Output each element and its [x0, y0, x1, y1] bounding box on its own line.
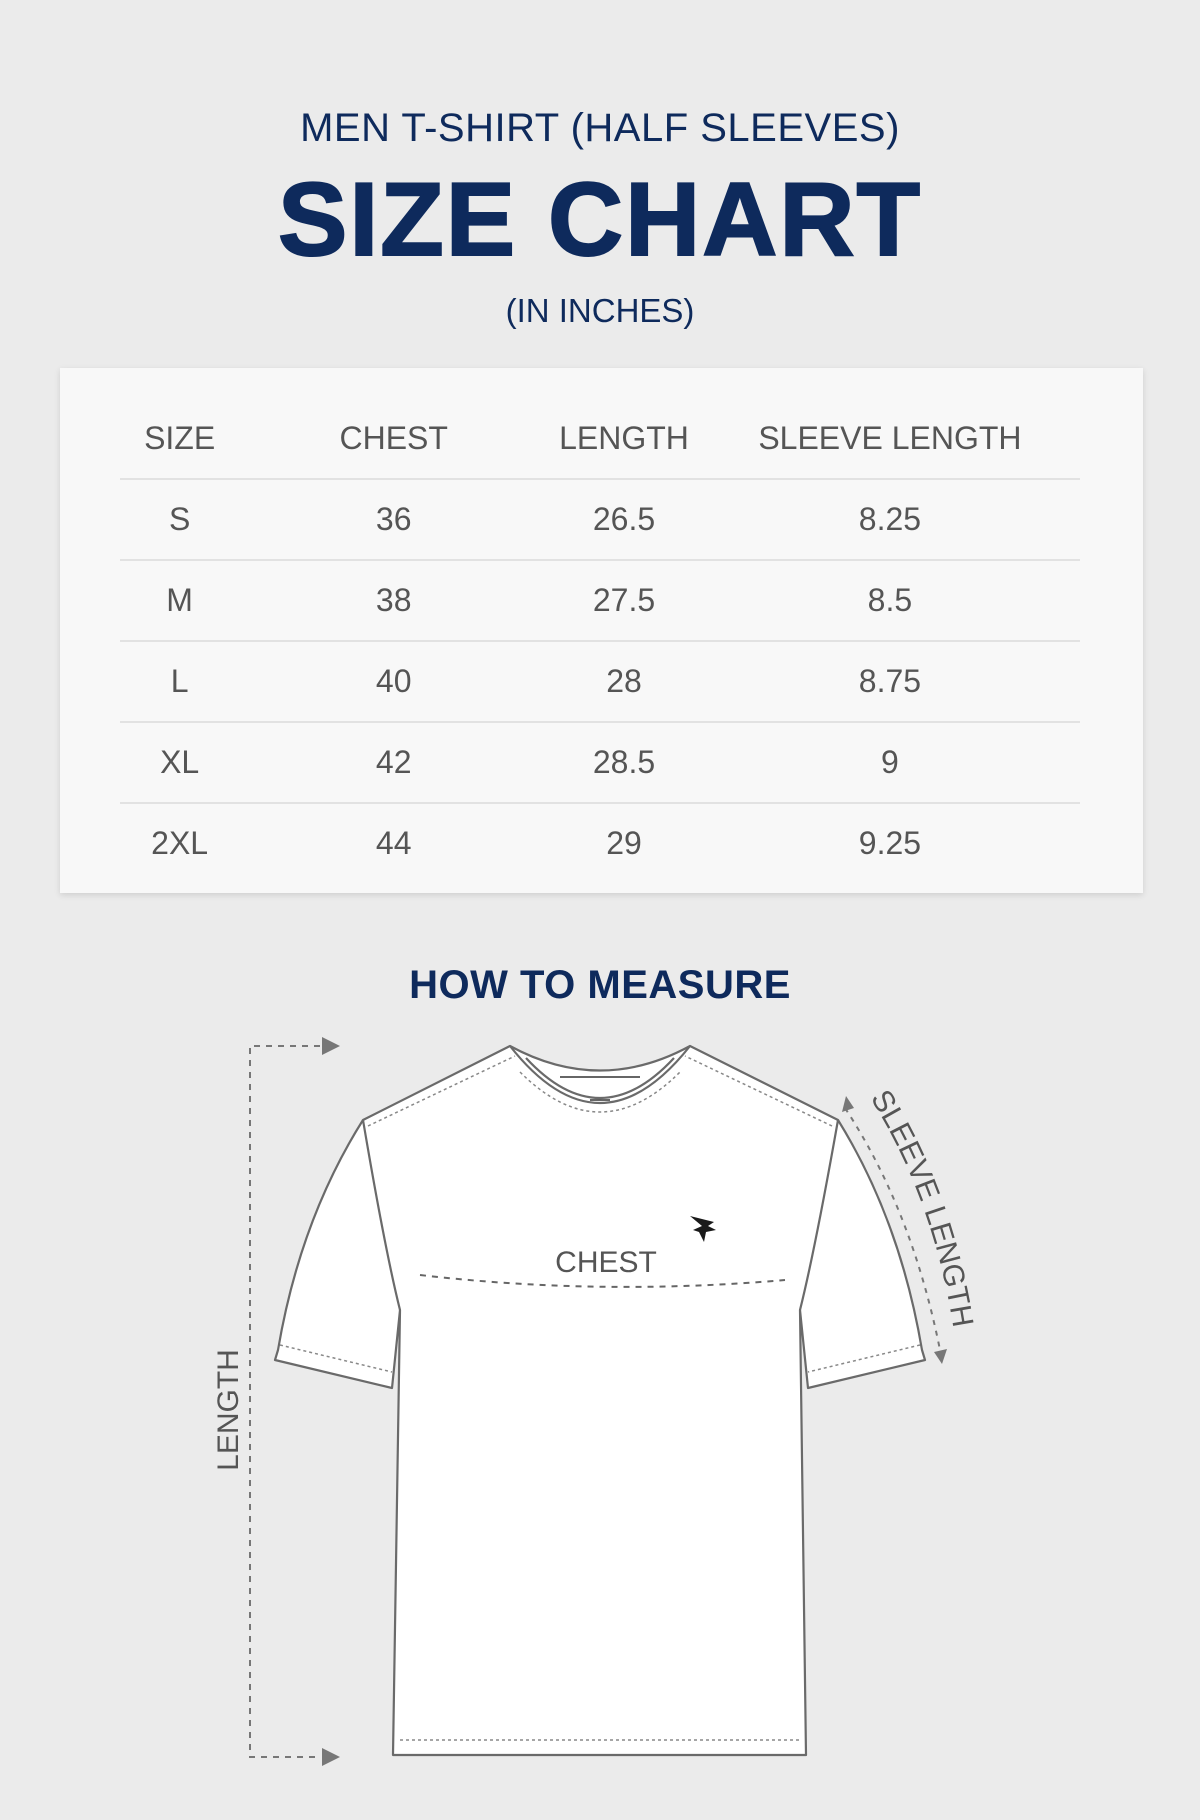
product-subtitle: MEN T-SHIRT (HALF SLEEVES) — [300, 106, 900, 150]
header-size: SIZE — [120, 398, 239, 479]
cell-chest: 36 — [239, 479, 548, 560]
header-length: LENGTH — [548, 398, 700, 479]
arrow-right-icon — [322, 1037, 340, 1055]
cell-length: 29 — [606, 825, 642, 861]
cell-chest: 42 — [239, 722, 548, 803]
chest-label: CHEST — [555, 1246, 657, 1279]
header-sleeve-length: SLEEVE LENGTH — [700, 398, 1080, 479]
arrow-right-icon — [322, 1748, 340, 1766]
cell-length: 26.5 — [548, 479, 700, 560]
arrow-up-icon — [842, 1096, 854, 1112]
arrow-down-icon — [934, 1349, 947, 1364]
cell-sleeve-length: 8.5 — [700, 560, 1080, 641]
cell-size: XL — [120, 722, 239, 803]
length-measure-line — [250, 1046, 320, 1757]
cell-length: 28 — [548, 641, 700, 722]
how-to-measure-title: HOW TO MEASURE — [409, 963, 791, 1007]
sleeve-length-label-path: SLEEVE LENGTH — [864, 1084, 980, 1330]
cell-size: S — [120, 479, 239, 560]
length-label: LENGTH — [212, 1349, 245, 1471]
units-note: (IN INCHES) — [505, 292, 695, 329]
cell-sleeve-length: 9.25 — [858, 825, 922, 861]
cell-chest: 38 — [239, 560, 548, 641]
cell-size: M — [120, 560, 239, 641]
page-title: SIZE CHART — [278, 162, 922, 278]
cell-sleeve-length: 8.25 — [700, 479, 1080, 560]
cell-chest: 40 — [239, 641, 548, 722]
header-chest: CHEST — [239, 398, 548, 479]
cell-size: L — [120, 641, 239, 722]
cell-length: 27.5 — [548, 560, 700, 641]
tshirt-outline-icon — [275, 1046, 925, 1755]
cell-size: 2XL — [151, 825, 209, 861]
cell-sleeve-length: 8.75 — [700, 641, 1080, 722]
cell-chest: 44 — [375, 825, 412, 861]
cell-sleeve-length: 9 — [700, 722, 1080, 803]
cell-length: 28.5 — [548, 722, 700, 803]
